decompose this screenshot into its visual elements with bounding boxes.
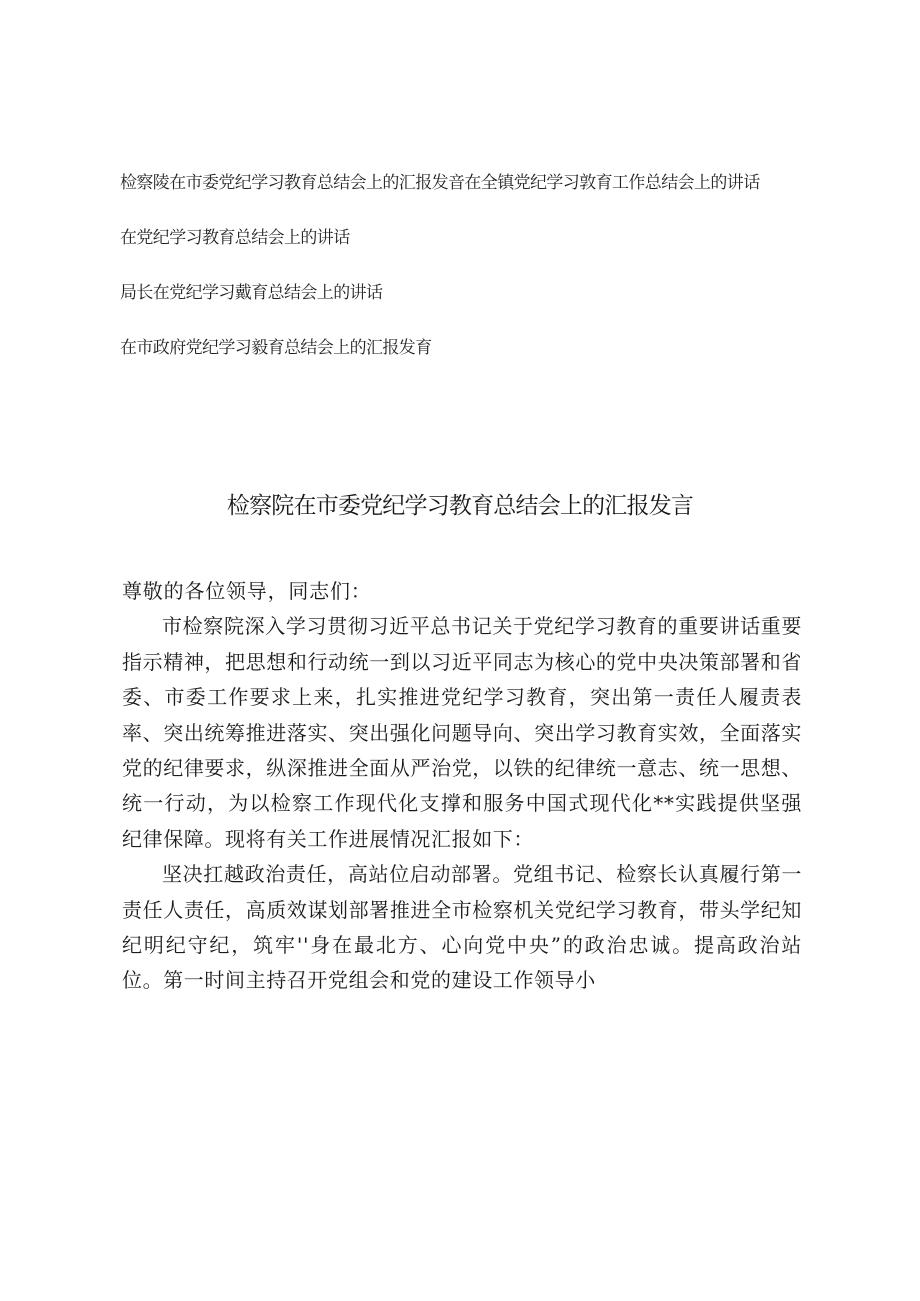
body-paragraph: 市检察院深入学习贯彻习近平总书记关于党纪学习教育的重要讲话重要指示精神，把思想和行动统一到以习近平同志为核心的党中央决策部署和省委、市委工作要求上来，扎实推进党纪学习教育，突出第一责任人履责表率、突出统筹推进落实、突出强化问题导向、突出学习教育实效，全面落实党的纪律要求，纵深推进全面从严治党，以铁的纪律统一意志、统一思想、统一行动，为以检察工作现代化支撑和服务中国式现代化**实践提供坚强纪律保障。现将有关工作进展情况汇报如下： xyxy=(122,614,802,851)
toc-item[interactable]: 局长在党纪学习戴育总结会上的讲话 xyxy=(120,283,383,303)
toc-item[interactable]: 检察陵在市委党纪学习教育总结会上的汇报发音在全镇党纪学习敦育工作总结会上的讲话 xyxy=(120,173,760,193)
toc-item[interactable]: 在党纪学习教育总结会上的讲话 xyxy=(120,228,350,248)
document-title: 检察院在市委党纪学习教育总结会上的汇报发言 xyxy=(226,493,694,519)
greeting: 尊敬的各位领导，同志们： xyxy=(122,579,372,603)
table-of-contents xyxy=(120,168,820,388)
toc-item[interactable]: 在市政府党纪学习毅育总结会上的汇报发育 xyxy=(120,338,432,358)
body-paragraph: 坚决扛越政治责任，高站位启动部署。党组书记、检察长认真履行第一责任人责任，高质效谋划部署推进全市检察机关党纪学习教育，带头学纪知纪明纪守纪，筑牢''身在最北方、心向党中央”的政治忠诚。提高政治站位。第一时间主持召开党组会和党的建设工作领导小 xyxy=(122,862,802,993)
document-body xyxy=(122,574,802,999)
